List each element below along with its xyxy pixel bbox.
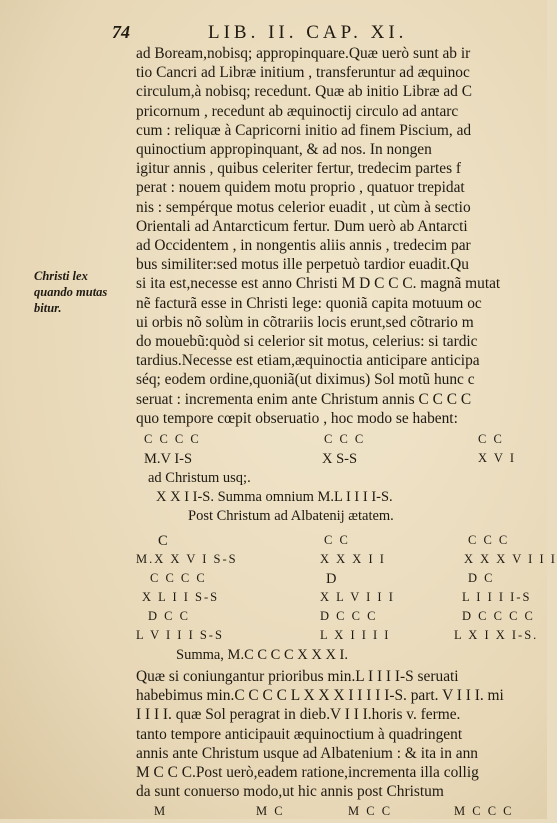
table-cell: M.V I-S	[144, 451, 193, 467]
table-row	[136, 432, 547, 451]
table-cell: X X X V I I I	[464, 552, 557, 566]
table-cell: L X I X I-S.	[454, 628, 539, 642]
text-line: nis : sempérque motus celerior euadit , ut cùm à sectio	[136, 198, 471, 216]
text-line: M C C C.Post uerò,eadem ratione,incrementa illa collig	[136, 764, 479, 782]
text-line: perat : nouem quidem motu proprio , quatuor trepidat	[136, 179, 465, 197]
table-row	[136, 508, 547, 527]
table-row	[136, 571, 547, 590]
table-row	[136, 533, 547, 552]
margin-note-line: Christi lex	[34, 269, 88, 283]
running-head: LIB. II. CAP. XI.	[208, 22, 408, 43]
text-line: do mouebũ:quòd si celerior sit motus, celerius: si tardic	[136, 333, 478, 351]
text-line: tardius.Necesse est etiam,æquinoctia anticipare anticipa	[136, 352, 480, 370]
increment-table-before-christ	[136, 432, 547, 527]
table-cell: M.X X V I S-S	[136, 552, 238, 566]
table-cell: D C C	[148, 609, 190, 623]
table-cell: X X X I I	[320, 552, 386, 566]
text-line: habebimus min.C C C C L X X X I I I I I-S. part. V I I I. mi	[136, 687, 504, 705]
text-line: bus similiter:sed motus ille perpetuò tardior euadit.Qu	[136, 256, 469, 274]
table-row	[136, 451, 547, 470]
table-cell: X V I	[478, 451, 517, 465]
table-row	[136, 609, 547, 628]
table-cell: X L I I S-S	[142, 590, 220, 604]
text-line: da sunt conuerso modo,ut hic annis post Christum	[136, 783, 444, 801]
table-cell: D C C C	[320, 609, 378, 623]
table-cell: D	[326, 571, 337, 587]
text-line: tanto tempore anticipauit æquinoctium à quadringent	[136, 725, 463, 743]
table-cell: C C C C	[150, 571, 207, 585]
body-text	[136, 44, 547, 428]
margin-note	[34, 268, 134, 316]
table-row	[136, 489, 547, 508]
text-line: seruat : incrementa enim ante Christum annis C C C C	[136, 390, 472, 408]
table-cell: Summa, M.C C C C X X X I.	[176, 647, 349, 663]
table-cell: C C C	[324, 432, 366, 446]
text-line: quo tempore cœpit obseruatio , hoc modo se habent:	[136, 409, 458, 427]
table-row	[136, 552, 557, 571]
table-cell: Post Christum ad Albatenij ætatem.	[188, 508, 394, 524]
table-cell: C C C C	[144, 432, 201, 446]
table-row	[136, 804, 547, 823]
table-cell: X S-S	[322, 451, 358, 467]
table-cell: C C	[478, 432, 504, 446]
text-line: igitur annis , quibus celeriter fertur, tredecim partes f	[136, 160, 462, 178]
text-line: si ita est,necesse est anno Christi M D C C C. magnã mutat	[136, 275, 501, 293]
table-row	[136, 590, 547, 609]
increment-table-after-christ	[136, 533, 557, 666]
table-row	[136, 647, 547, 666]
table-cell: C C	[324, 533, 350, 547]
table-cell: X X I I-S. Summa omnium M.L I I I I-S.	[156, 489, 393, 505]
text-line: Orientali ad Antarcticum fertur. Dum uerò ab Antarcti	[136, 217, 468, 235]
text-line: I I I I. quæ Sol peragrat in dieb.V I I I.horis v. ferme.	[136, 706, 461, 724]
text-line: ui orbis nõ solùm in cõtrariis locis erunt,sed cõtrario m	[136, 313, 474, 331]
text-line: ad Boream,nobisq; appropinquare.Quæ uerò sunt ab ir	[136, 45, 471, 62]
table-cell: D C	[468, 571, 495, 585]
text-line: annis ante Christum usque ad Albatenium : & ita in ann	[136, 744, 478, 762]
text-line: quinoctium appropinquant, & ad nos. In nongen	[136, 141, 432, 159]
margin-note-line: bitur.	[34, 301, 62, 315]
footer-year-row	[136, 804, 547, 823]
table-cell: C	[158, 533, 168, 549]
table-cell: M	[154, 804, 168, 818]
table-row	[136, 628, 547, 647]
text-line: Quæ si coniungantur prioribus min.L I I I I-S seruati	[136, 668, 459, 685]
table-cell: D C C C C	[462, 609, 535, 623]
text-line: séq; eodem ordine,quoniã(ut diximus) Sol motũ hunc c	[136, 371, 475, 389]
table-cell: L V I I I S-S	[136, 628, 224, 642]
table-row	[136, 470, 547, 489]
table-cell: L X I I I I	[320, 628, 391, 642]
text-line: ad Occidentem , in nongentis aliis annis , tredecim par	[136, 237, 471, 255]
text-line: tio Cancri ad Libræ initium , transferuntur ad æquinoc	[136, 64, 470, 82]
table-cell: L I I I I-S	[462, 590, 532, 604]
table-cell: M C C C	[454, 804, 514, 818]
text-line: pricornum , recedunt ab æquinoctij circulo ad antarc	[136, 102, 459, 120]
table-cell: ad Christum usq;.	[148, 470, 251, 486]
text-line: nẽ facturã esse in Christi lege: quoniã capita motuum oc	[136, 294, 482, 312]
text-line: cum : reliquæ à Capricorni initio ad finem Piscium, ad	[136, 121, 472, 139]
table-cell: X L V I I I	[320, 590, 395, 604]
text-line: circulum,à nobisq; recedunt. Quæ ab initio Libræ ad C	[136, 83, 472, 101]
margin-note-line: quando mutas	[34, 285, 108, 299]
table-cell: C C C	[468, 533, 510, 547]
table-cell: M C C	[348, 804, 393, 818]
table-cell: M C	[256, 804, 285, 818]
page-number: 74	[112, 22, 130, 42]
closing-text	[136, 667, 547, 801]
